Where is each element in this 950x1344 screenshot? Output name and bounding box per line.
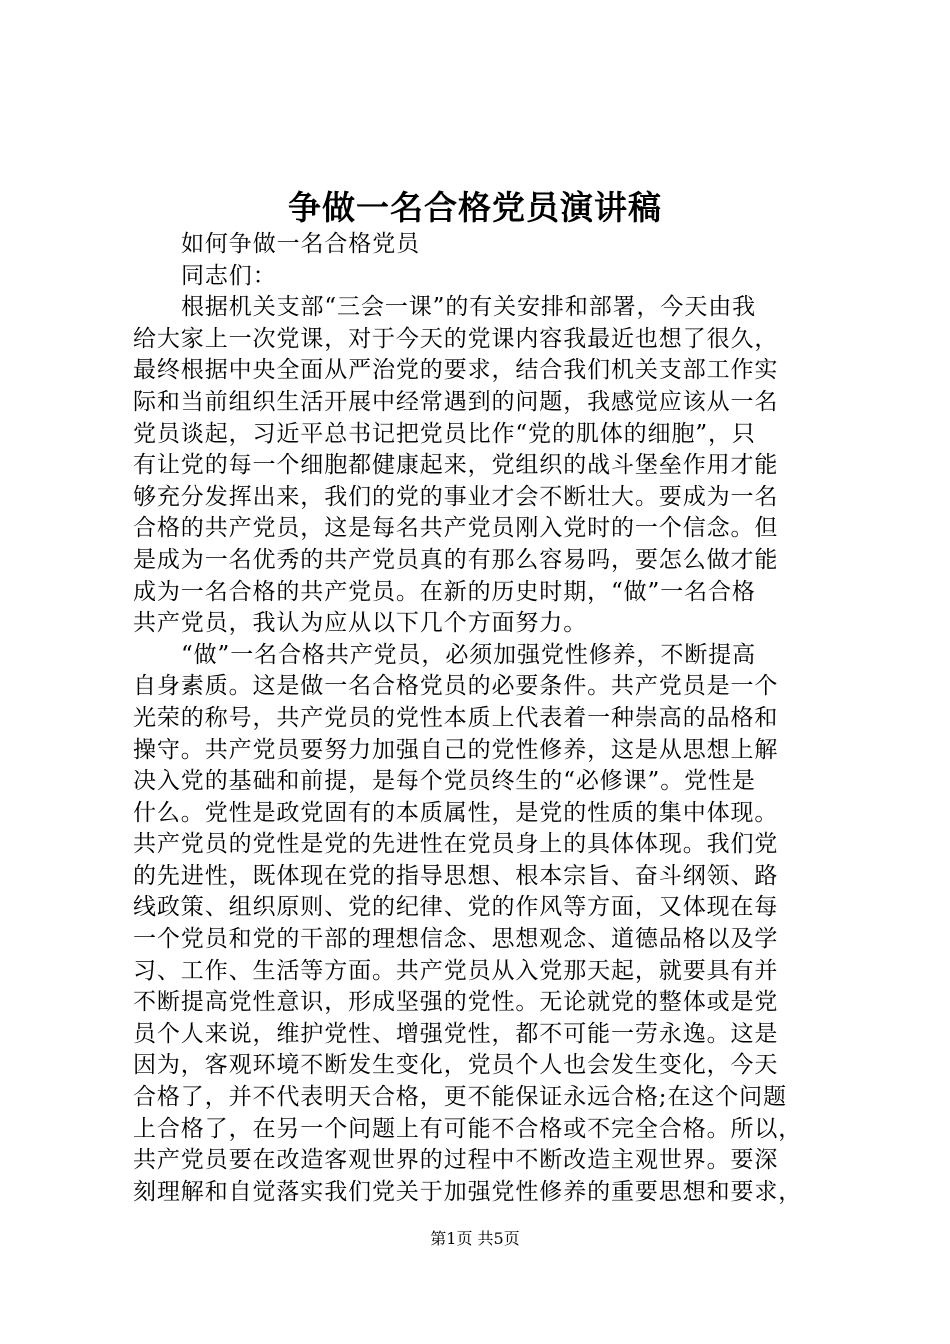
paragraph-line: 上合格了，在另一个问题上有可能不合格或不完全合格。所以，	[133, 1115, 803, 1142]
paragraph-line: 有让党的每一个细胞都健康起来，党组织的战斗堡垒作用才能	[133, 452, 779, 479]
paragraph-line: 合格的共产党员，这是每名共产党员刚入党时的一个信念。但	[133, 515, 779, 542]
salutation-line: 同志们：	[181, 262, 277, 289]
paragraph-line: 自身素质。这是做一名合格党员的必要条件。共产党员是一个	[133, 673, 779, 700]
paragraph-line: 共产党员，我认为应从以下几个方面努力。	[133, 610, 588, 637]
document-title: 争做一名合格党员演讲稿	[288, 188, 662, 227]
paragraph-line: 的先进性，既体现在党的指导思想、根本宗旨、奋斗纲领、路	[133, 862, 779, 889]
paragraph-line: 因为，客观环境不断发生变化，党员个人也会发生变化，今天	[133, 1052, 779, 1079]
paragraph-line: 党员谈起，习近平总书记把党员比作“党的肌体的细胞”，只	[133, 420, 756, 447]
paragraph-line: 不断提高党性意识，形成坚强的党性。无论就党的整体或是党	[133, 989, 779, 1016]
paragraph-line: 光荣的称号，共产党员的党性本质上代表着一种崇高的品格和	[133, 704, 779, 731]
paragraph-line: 共产党员的党性是党的先进性在党员身上的具体体现。我们党	[133, 831, 779, 858]
paragraph-line: 合格了，并不代表明天合格，更不能保证永远合格;在这个问题	[133, 1084, 787, 1111]
page-footer: 第1页 共5页	[430, 1229, 520, 1248]
paragraph-line: 刻理解和自觉落实我们党关于加强党性修养的重要思想和要求，	[133, 1178, 803, 1205]
paragraph-line: 际和当前组织生活开展中经常遇到的问题，我感觉应该从一名	[133, 388, 779, 415]
paragraph-line: 给大家上一次党课，对于今天的党课内容我最近也想了很久，	[133, 325, 779, 352]
paragraph-line: 操守。共产党员要努力加强自己的党性修养，这是从思想上解	[133, 736, 779, 763]
paragraph-line: 是成为一名优秀的共产党员真的有那么容易吗，要怎么做才能	[133, 546, 779, 573]
paragraph-line: “做”一名合格共产党员，必须加强党性修养，不断提高	[181, 641, 757, 668]
paragraph-line: 最终根据中央全面从严治党的要求，结合我们机关支部工作实	[133, 357, 779, 384]
document-body	[133, 229, 833, 1208]
paragraph-line: 习、工作、生活等方面。共产党员从入党那天起，就要具有并	[133, 957, 779, 984]
paragraph-line: 一个党员和党的干部的理想信念、思想观念、道德品格以及学	[133, 926, 779, 953]
subtitle-line: 如何争做一名合格党员	[181, 231, 420, 257]
paragraph-line: 成为一名合格的共产党员。在新的历史时期，“做”一名合格	[133, 578, 756, 605]
paragraph-line: 什么。党性是政党固有的本质属性，是党的性质的集中体现。	[133, 799, 779, 826]
paragraph-line: 员个人来说，维护党性、增强党性，都不可能一劳永逸。这是	[133, 1020, 779, 1047]
paragraph-line: 根据机关支部“三会一课”的有关安排和部署，今天由我	[181, 294, 757, 321]
paragraph-line: 线政策、组织原则、党的纪律、党的作风等方面，又体现在每	[133, 894, 779, 921]
paragraph-line: 决入党的基础和前提，是每个党员终生的“必修课”。党性是	[133, 768, 756, 795]
paragraph-line: 够充分发挥出来，我们的党的事业才会不断壮大。要成为一名	[133, 483, 779, 510]
paragraph-line: 共产党员要在改造客观世界的过程中不断改造主观世界。要深	[133, 1147, 779, 1174]
